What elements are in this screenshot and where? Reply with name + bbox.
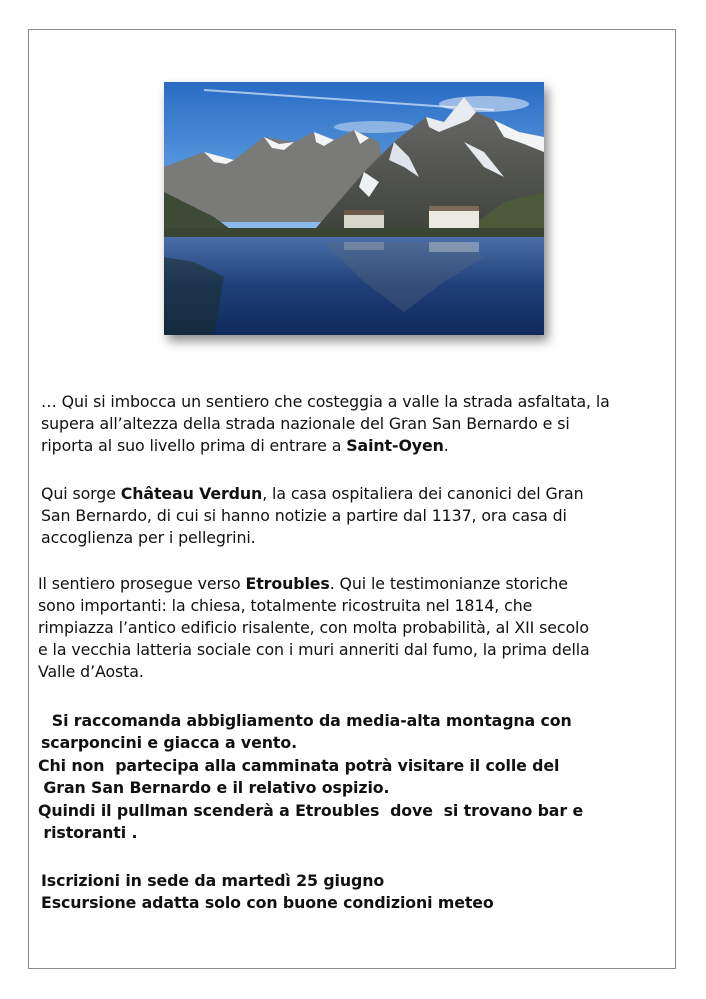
text-line: supera all’altezza della strada nazionale del Gran San Bernardo e si [41,414,570,433]
text-line: ristoranti . [38,823,138,842]
text-line: sono importanti: la chiesa, totalmente ricostruita nel 1814, che [38,596,533,615]
bus-note [38,800,658,844]
text-segment: . Qui le testimonianze storiche [329,574,568,593]
registration-note [41,870,661,892]
text-segment: riporta al suo livello prima di entrare a [41,436,347,455]
text-line: Escursione adatta solo con buone condizioni meteo [41,893,494,912]
text-line: Chi non partecipa alla camminata potrà visitare il colle del [38,756,560,775]
text-line: San Bernardo, di cui si hanno notizie a partire dal 1137, ora casa di [41,506,567,525]
text-segment: Il sentiero prosegue verso [38,574,246,593]
paragraph-route [41,391,671,457]
text-line [41,435,671,457]
text-line: Gran San Bernardo e il relativo ospizio. [38,778,390,797]
text-line [41,483,671,505]
place-name-saint-oyen: Saint-Oyen [346,436,444,455]
text-line: Valle d’Aosta. [38,662,144,681]
place-name-etroubles: Etroubles [245,574,330,593]
text-line: accoglienza per i pellegrini. [41,528,256,547]
text-line: Si raccomanda abbigliamento da media-alta montagna con [41,711,572,730]
text-line: … Qui si imbocca un sentiero che costeggia a valle la strada asfaltata, la [41,392,610,411]
paragraph-chateau-verdun [41,483,671,549]
place-name-chateau-verdun: Château Verdun [120,484,263,503]
text-line: scarponcini e giacca a vento. [41,733,297,752]
text-line [38,573,668,595]
text-line: Iscrizioni in sede da martedì 25 giugno [41,871,385,890]
weather-note [41,892,661,914]
text-segment: , la casa ospitaliera dei canonici del Gran [262,484,584,503]
alternative-visit-note [38,755,658,799]
text-line: Quindi il pullman scenderà a Etroubles dove si trovano bar e [38,801,584,820]
paragraph-etroubles [38,573,668,683]
mountain-lake-photo [164,82,544,335]
text-line: rimpiazza l’antico edificio risalente, con molta probabilità, al XII secolo [38,618,589,637]
text-line: e la vecchia latteria sociale con i muri anneriti dal fumo, la prima della [38,640,590,659]
text-segment: Qui sorge [41,484,121,503]
text-segment: . [443,436,449,455]
clothing-recommendation [41,710,661,754]
